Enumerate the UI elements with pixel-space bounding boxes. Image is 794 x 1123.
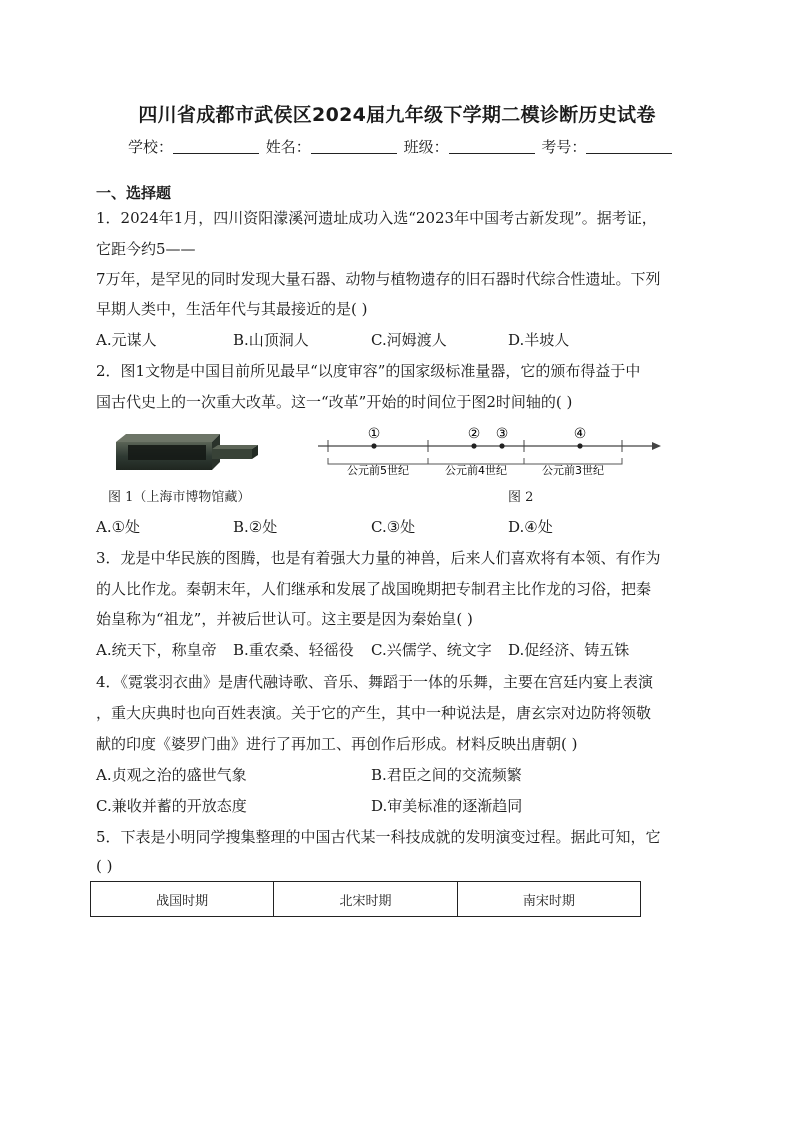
q1-text-line: 它距今约5—— <box>96 240 196 258</box>
name-label: 姓名： <box>265 138 311 156</box>
table-header-cell: 北宋时期 <box>274 882 457 917</box>
q3-option-d[interactable]: D.促经济、铸五铢 <box>508 641 630 659</box>
timeline-segment-label: 公元前4世纪 <box>445 464 507 477</box>
exam-id-label: 考号： <box>541 138 587 156</box>
ruler-artifact-image <box>112 430 262 474</box>
q4-text-line: ，重大庆典时也向百姓表演。关于它的产生，其中一种说法是，唐玄宗对边防将领敬 <box>96 704 652 722</box>
q1-option-c[interactable]: C.河姆渡人 <box>371 331 447 349</box>
q3-text-line: 始皇称为“祖龙”，并被后世认可。这主要是因为秦始皇( ) <box>96 610 473 628</box>
figure1-caption: 图 1（上海市博物馆藏） <box>108 490 251 505</box>
timeline-marker-2: ② <box>467 426 481 442</box>
timeline-marker-3: ③ <box>495 426 509 442</box>
school-blank[interactable] <box>173 139 259 154</box>
school-label: 学校： <box>128 138 174 156</box>
q3-option-c[interactable]: C.兴儒学、统文字 <box>371 641 492 659</box>
q1-option-d[interactable]: D.半坡人 <box>508 331 570 349</box>
q4-option-b[interactable]: B.君臣之间的交流频繁 <box>371 766 522 784</box>
q5-text-line: ( ) <box>96 857 113 875</box>
q4-text-line: 献的印度《婆罗门曲》进行了再加工、再创作后形成。材料反映出唐朝( ) <box>96 735 578 753</box>
q5-text-line: 5．下表是小明同学搜集整理的中国古代某一科技成就的发明演变过程。据此可知，它 <box>96 828 661 846</box>
timeline-segment-label: 公元前3世纪 <box>542 464 604 477</box>
q2-option-b[interactable]: B.②处 <box>233 518 278 536</box>
exam-id-blank[interactable] <box>586 139 672 154</box>
section-title: 一、选择题 <box>96 184 172 202</box>
table-header-cell: 南宋时期 <box>457 882 640 917</box>
q2-text-line: 2．图1文物是中国目前所见最早“以度审容”的国家级标准量器，它的颁布得益于中 <box>96 362 641 380</box>
timeline-marker-1: ① <box>367 426 381 442</box>
q1-text-line: 1．2024年1月，四川资阳濛溪河遗址成功入选“2023年中国考古新发现”。据考证， <box>96 209 657 227</box>
q4-option-a[interactable]: A.贞观之治的盛世气象 <box>96 766 247 784</box>
table-header-cell: 战国时期 <box>91 882 274 917</box>
q1-text-line: 早期人类中，生活年代与其最接近的是( ) <box>96 300 368 318</box>
q5-table <box>90 881 641 917</box>
q1-option-a[interactable]: A.元谋人 <box>96 331 157 349</box>
q3-option-b[interactable]: B.重农桑、轻徭役 <box>233 641 354 659</box>
q1-text-line: 7万年，是罕见的同时发现大量石器、动物与植物遗存的旧石器时代综合性遗址。下列 <box>96 270 661 288</box>
figure2-caption: 图 2 <box>508 490 534 505</box>
student-info-row <box>128 136 688 157</box>
q3-text-line: 的人比作龙。秦朝末年，人们继承和发展了战国晚期把专制君主比作龙的习俗，把秦 <box>96 580 652 598</box>
q3-text-line: 3．龙是中华民族的图腾，也是有着强大力量的神兽，后来人们喜欢将有本领、有作为 <box>96 549 661 567</box>
q2-option-a[interactable]: A.①处 <box>96 518 141 536</box>
class-label: 班级： <box>403 138 449 156</box>
q4-text-line: 4．《霓裳羽衣曲》是唐代融诗歌、音乐、舞蹈于一体的乐舞，主要在宫廷内宴上表演 <box>96 673 654 691</box>
timeline-marker-4: ④ <box>573 426 587 442</box>
exam-title: 四川省成都市武侯区2024届九年级下学期二模诊断历史试卷 <box>138 104 656 126</box>
q3-option-a[interactable]: A.统天下，称皇帝 <box>96 641 217 659</box>
q4-option-c[interactable]: C.兼收并蓄的开放态度 <box>96 797 247 815</box>
q2-option-d[interactable]: D.④处 <box>508 518 553 536</box>
timeline-figure <box>314 424 664 484</box>
timeline-segment-label: 公元前5世纪 <box>347 464 409 477</box>
q4-option-d[interactable]: D.审美标准的逐渐趋同 <box>371 797 523 815</box>
class-blank[interactable] <box>449 139 535 154</box>
name-blank[interactable] <box>311 139 397 154</box>
q2-text-line: 国古代史上的一次重大改革。这一“改革”开始的时间位于图2时间轴的( ) <box>96 393 573 411</box>
q1-option-b[interactable]: B.山顶洞人 <box>233 331 309 349</box>
q2-option-c[interactable]: C.③处 <box>371 518 416 536</box>
